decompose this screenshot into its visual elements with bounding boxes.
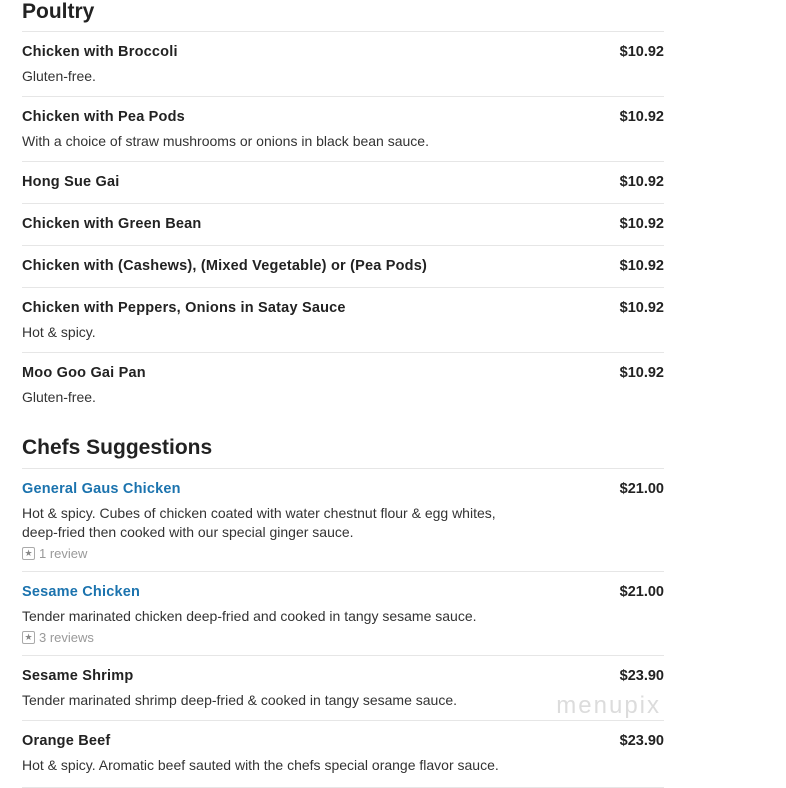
review-link[interactable] bbox=[22, 630, 664, 645]
menu-item bbox=[22, 468, 664, 571]
review-link[interactable] bbox=[22, 546, 664, 561]
item-name: Chicken with Pea Pods bbox=[22, 109, 185, 125]
item-price: $10.92 bbox=[619, 258, 664, 274]
review-count: 1 review bbox=[39, 546, 88, 561]
item-name-link[interactable]: Sesame Chicken bbox=[22, 584, 141, 600]
item-name: Chicken with Broccoli bbox=[22, 44, 178, 60]
menu-item bbox=[22, 571, 664, 654]
menu-item bbox=[22, 245, 664, 287]
item-price: $10.92 bbox=[619, 44, 664, 60]
item-price: $10.92 bbox=[619, 216, 664, 232]
item-description: Hot & spicy. bbox=[22, 324, 96, 340]
menu-item bbox=[22, 720, 664, 788]
menu-item bbox=[22, 96, 664, 161]
menu-item bbox=[22, 352, 664, 417]
watermark-logo: menupix bbox=[556, 692, 661, 719]
item-price: $10.92 bbox=[619, 300, 664, 316]
item-name: Chicken with Green Bean bbox=[22, 216, 202, 232]
menu-item bbox=[22, 31, 664, 96]
item-name: Chicken with (Cashews), (Mixed Vegetable) or (Pea Pods) bbox=[22, 258, 428, 274]
item-price: $10.92 bbox=[619, 109, 664, 125]
item-description: With a choice of straw mushrooms or onions in black bean sauce. bbox=[22, 133, 429, 149]
star-icon: ★ bbox=[22, 631, 35, 644]
item-price: $10.92 bbox=[619, 174, 664, 190]
item-description: Tender marinated shrimp deep-fried & cooked in tangy sesame sauce. bbox=[22, 692, 458, 708]
menu-item bbox=[22, 203, 664, 245]
item-name: Sesame Shrimp bbox=[22, 668, 134, 684]
item-price: $10.92 bbox=[619, 365, 664, 381]
review-count: 3 reviews bbox=[39, 630, 94, 645]
item-price: $21.00 bbox=[619, 584, 664, 600]
item-name: Chicken with Peppers, Onions in Satay Sauce bbox=[22, 300, 346, 316]
item-name: Orange Beef bbox=[22, 733, 111, 749]
section-poultry bbox=[22, 0, 664, 24]
item-description: Gluten-free. bbox=[22, 389, 96, 405]
item-name: Hong Sue Gai bbox=[22, 174, 120, 190]
section-title: Poultry bbox=[22, 0, 95, 23]
item-name-link[interactable]: General Gaus Chicken bbox=[22, 481, 181, 497]
item-price: $23.90 bbox=[619, 668, 664, 684]
item-description: Tender marinated chicken deep-fried and cooked in tangy sesame sauce. bbox=[22, 608, 477, 624]
item-price: $21.00 bbox=[619, 481, 664, 497]
item-price: $23.90 bbox=[619, 733, 664, 749]
item-description: Hot & spicy. Aromatic beef sauted with the chefs special orange flavor sauce. bbox=[22, 757, 499, 773]
section-chefs-suggestions bbox=[22, 436, 664, 460]
menu-item bbox=[22, 287, 664, 352]
menu-item bbox=[22, 161, 664, 203]
star-icon: ★ bbox=[22, 547, 35, 560]
section-title: Chefs Suggestions bbox=[22, 436, 213, 459]
item-name: Moo Goo Gai Pan bbox=[22, 365, 146, 381]
item-description: Hot & spicy. Cubes of chicken coated with water chestnut flour & egg whites, deep-fried then cooked with our special ginger sauce. bbox=[22, 505, 496, 540]
item-description: Gluten-free. bbox=[22, 68, 96, 84]
